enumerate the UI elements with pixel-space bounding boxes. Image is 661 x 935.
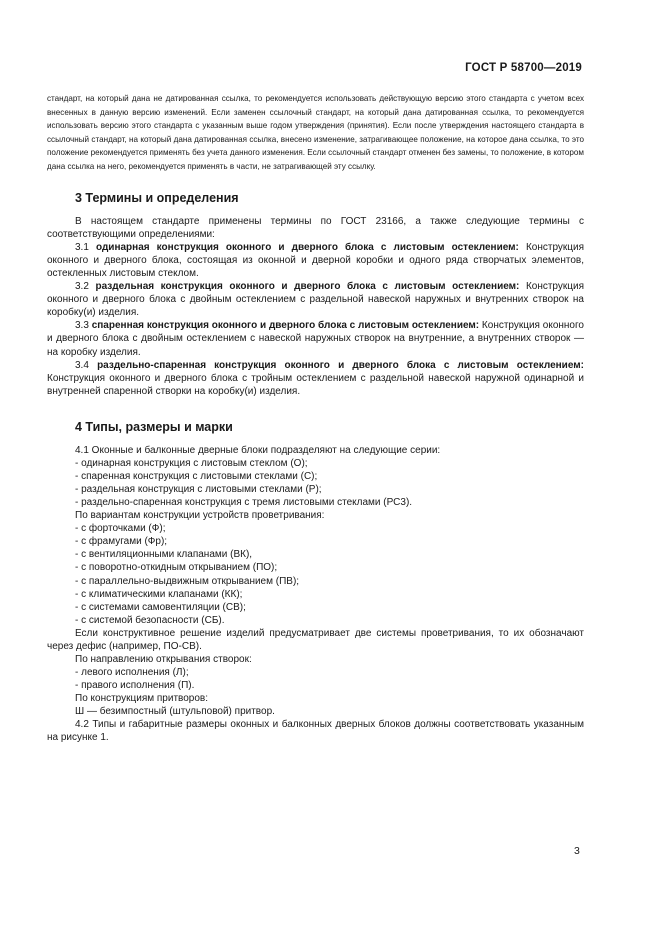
body-paragraph: По вариантам конструкции устройств проветривания: <box>75 510 325 522</box>
section-4-body <box>47 444 584 744</box>
term-number: 3.4 <box>75 359 98 371</box>
list-item: - с системами самовентиляции (СВ); <box>75 601 246 613</box>
section-3-title: 3 Термины и определения <box>75 191 239 205</box>
list-item: - с форточками (Ф); <box>75 523 166 535</box>
term-name: раздельно-спаренная конструкция оконного и дверного блока с листовым остеклением: <box>97 359 584 371</box>
standard-id: ГОСТ Р 58700—2019 <box>465 62 582 74</box>
term-definition: Конструкция оконного и дверного блока, состоящая из оконной и дверной коробки и одного ряда створчатых элементов, остекленных листовым стеклом. <box>47 242 585 280</box>
term-definition: Конструкция оконного и дверного блока с тройным остеклением с раздельной навеской наружной одинарной и внутренней спаренной створки на коробку(и) изделия. <box>47 372 584 397</box>
section-3-lead: В настоящем стандарте применены термины по ГОСТ 23166, а также следующие термины с соответствующими определениями: <box>47 216 584 241</box>
list-item: - спаренная конструкция с листовыми стеклами (С); <box>75 471 318 483</box>
term-number: 3.1 <box>75 242 96 254</box>
body-paragraph: По направлению открывания створок: <box>75 653 252 665</box>
list-item: - раздельно-спаренная конструкция с тремя листовыми стеклами (РС3). <box>75 497 413 509</box>
term-3-2 <box>47 280 584 319</box>
term-3-4 <box>47 359 584 398</box>
term-number: 3.2 <box>75 281 96 293</box>
list-item: - левого исполнения (Л); <box>75 666 189 678</box>
list-item: - с фрамугами (Фр); <box>75 536 168 548</box>
list-item: - с поворотно-откидным открыванием (ПО); <box>75 562 278 574</box>
term-number: 3.3 <box>75 320 92 332</box>
body-paragraph: 4.2 Типы и габаритные размеры оконных и балконных дверных блоков должны соответствовать указанным на рисунке 1. <box>47 719 584 744</box>
section-3 <box>47 192 584 398</box>
intro-block <box>47 92 584 174</box>
list-item: - с системой безопасности (СБ). <box>75 614 225 626</box>
term-name: спаренная конструкция оконного и дверного блока с листовым остеклением: <box>91 320 480 332</box>
term-definition: Конструкция оконного и дверного блока с двойным остеклением с навеской наружных створок на внутренние, а внутренних створок — на коробку изделия. <box>47 320 584 358</box>
intro-paragraph: стандарт, на который дана не датированная ссылка, то рекомендуется использовать действующую версию этого стандарта с учетом всех внесенных в данную версию изменений. Если заменен ссылочный стандарт, на который дана датированная ссылка, то рекомендуется использовать версию этого стандарта с указанным выше годом утверждения (принятия). Если после утверждения настоящего стандарта в ссылочный стандарт, на который дана датированная ссылка, внесено изменение, затрагивающее положение, на которое дана ссылка, то это положение рекомендуется применять без учета данного изменения. Если ссылочный стандарт отменен без замены, то положение, в котором дана ссылка на него, рекомендуется применять в части, не затрагивающей эту ссылку. <box>47 94 584 171</box>
list-item: - с вентиляционными клапанами (ВК), <box>75 549 253 561</box>
term-3-3 <box>47 319 584 358</box>
list-item: - с параллельно-выдвижным открыванием (ПВ); <box>75 575 300 587</box>
list-item: - с климатическими клапанами (КК); <box>75 588 243 600</box>
term-name: раздельная конструкция оконного и дверного блока с листовым остеклением: <box>95 281 520 293</box>
term-definition: Конструкция оконного и дверного блока с двойным остеклением с раздельной навеской наружных и внутренних створок на коробку(и) изделия. <box>47 281 584 319</box>
term-3-1 <box>47 241 584 280</box>
body-paragraph: Если конструктивное решение изделий предусматривает две системы проветривания, то их обозначают через дефис (например, ПО-СВ). <box>47 627 584 652</box>
body-paragraph: 4.1 Оконные и балконные дверные блоки подразделяют на следующие серии: <box>75 445 441 457</box>
term-name: одинарная конструкция оконного и дверного блока с листовым остеклением: <box>95 242 519 254</box>
list-item: - правого исполнения (П). <box>75 679 195 691</box>
section-4 <box>47 421 584 744</box>
body-paragraph: По конструкциям притворов: <box>75 692 209 704</box>
page-number: 3 <box>574 845 580 857</box>
list-item: - одинарная конструкция с листовым стеклом (О); <box>75 458 308 470</box>
section-4-title: 4 Типы, размеры и марки <box>75 420 233 434</box>
list-item: - раздельная конструкция с листовыми стеклами (Р); <box>75 484 322 496</box>
list-item: Ш — безимпостный (штульповой) притвор. <box>75 705 275 717</box>
